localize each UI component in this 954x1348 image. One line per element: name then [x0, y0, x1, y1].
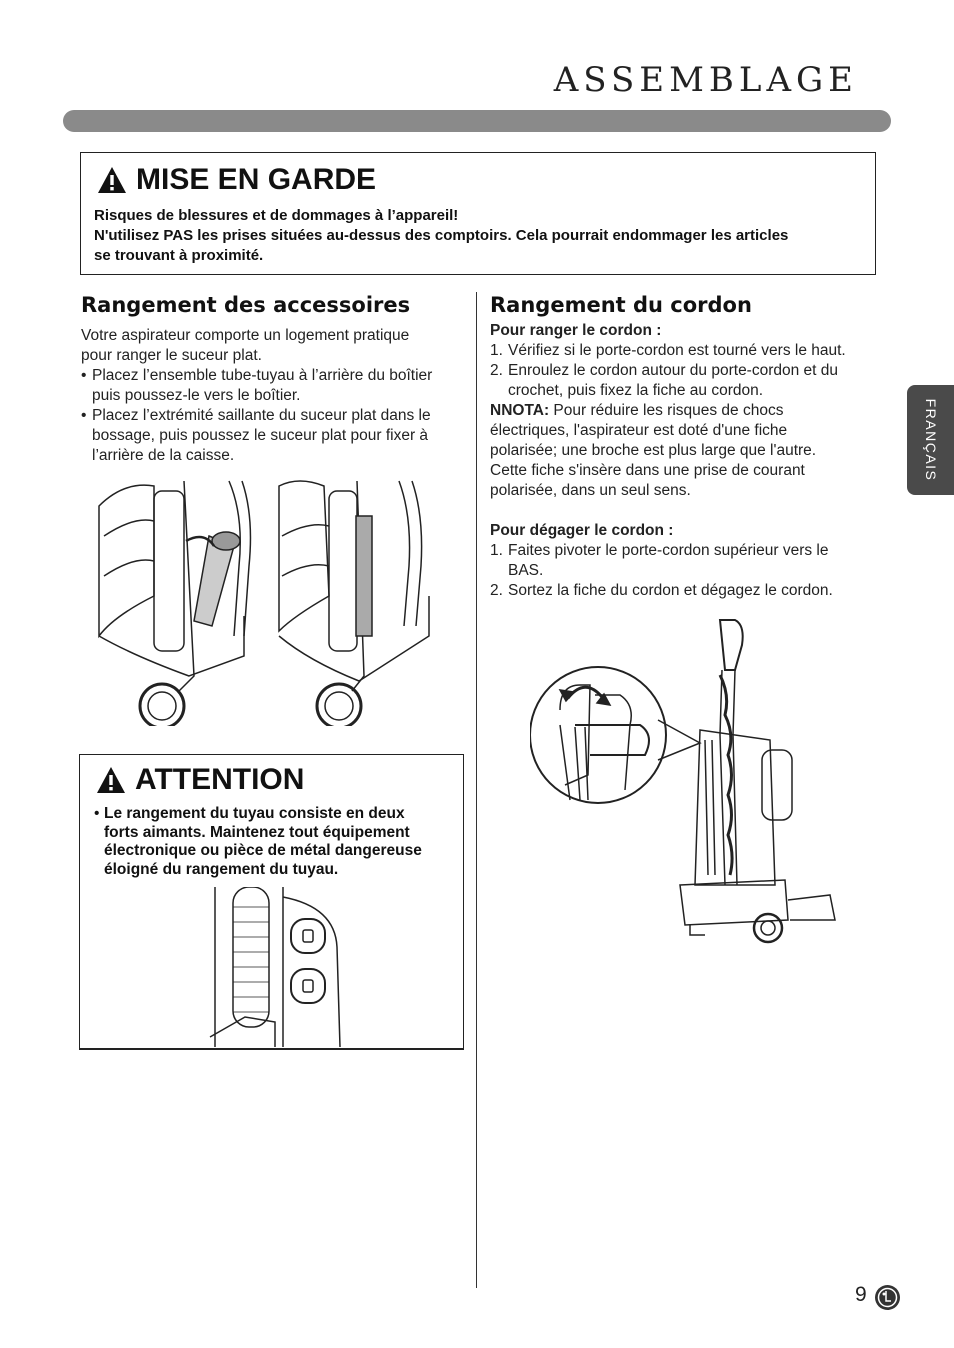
note-text: polarisée, dans un seul sens.: [490, 482, 691, 499]
note-label: NNOTA:: [490, 402, 550, 419]
bullet-line: puis poussez-le vers le boîtier.: [92, 387, 301, 404]
bullet-line: bossage, puis poussez le suceur plat pour fixer à: [92, 427, 429, 444]
column-divider: [476, 292, 477, 1288]
mise-en-garde-title: MISE EN GARDE: [136, 163, 377, 196]
step-text: Faites pivoter le porte-cordon supérieur vers le: [508, 542, 829, 559]
attention-text: [94, 805, 454, 879]
cordon-step: [490, 341, 890, 361]
accessoires-bullet: [81, 366, 466, 406]
cordon-title: Rangement du cordon: [490, 293, 752, 317]
cordon-subheading: Pour ranger le cordon :: [490, 322, 662, 339]
step-number: 1.: [490, 542, 503, 559]
step-number: 2.: [490, 582, 503, 599]
accessoires-intro: pour ranger le suceur plat.: [81, 347, 262, 364]
language-tab-label: FRANÇAIS: [922, 398, 939, 482]
mise-en-garde-text: [94, 206, 869, 266]
mise-en-garde-line: se trouvant à proximité.: [94, 247, 264, 264]
warning-triangle-icon: [96, 165, 128, 195]
lg-logo-icon: [875, 1285, 900, 1310]
mise-en-garde-box: [80, 152, 876, 275]
accessoires-bullet: [81, 406, 466, 466]
mise-en-garde-line: N'utilisez PAS les prises situées au-dessus des comptoirs. Cela pourrait endommager les articles: [94, 227, 789, 244]
cordon-body: [490, 321, 890, 601]
attention-line: éloigné du rangement du tuyau.: [104, 860, 339, 878]
cordon-step: [490, 581, 890, 601]
bullet-line: l’arrière de la caisse.: [92, 447, 235, 464]
accessoires-body: [81, 326, 466, 466]
attention-line: électronique ou pièce de métal dangereuse: [104, 842, 422, 859]
step-number: 2.: [490, 362, 503, 379]
mise-en-garde-header: [96, 163, 376, 197]
accessoires-title: Rangement des accessoires: [81, 293, 411, 317]
page-number: 9: [855, 1283, 867, 1306]
attention-title: ATTENTION: [135, 763, 305, 796]
hose-magnet-illustration: [205, 887, 365, 1047]
language-tab: [907, 385, 954, 495]
accessoires-intro: Votre aspirateur comporte un logement pratique: [81, 327, 410, 344]
warning-triangle-icon: [95, 765, 127, 795]
cordon-step: [490, 361, 890, 401]
attention-header: [95, 763, 304, 797]
step-text: Enroulez le cordon autour du porte-cordon et du: [508, 362, 839, 379]
cordon-note: [490, 401, 890, 421]
cordon-subheading: Pour dégager le cordon :: [490, 522, 674, 539]
note-text: polarisée; une broche est plus large que l'autre.: [490, 442, 817, 459]
bullet-line: Placez l’ensemble tube-tuyau à l’arrière du boîtier: [92, 367, 433, 384]
step-text: Sortez la fiche du cordon et dégagez le cordon.: [508, 582, 833, 599]
mise-en-garde-line: Risques de blessures et de dommages à l’appareil!: [94, 207, 459, 224]
bullet-line: Placez l’extrémité saillante du suceur plat dans le: [92, 407, 431, 424]
note-text: électriques, l'aspirateur est doté d'une fiche: [490, 422, 788, 439]
attention-line: Le rangement du tuyau consiste en deux: [104, 805, 405, 822]
attention-box: [79, 754, 464, 1050]
note-text: Cette fiche s'insère dans une prise de courant: [490, 462, 805, 479]
step-text: Vérifiez si le porte-cordon est tourné vers le haut.: [508, 342, 846, 359]
cord-storage-illustration: [530, 615, 842, 950]
attention-line: forts aimants. Maintenez tout équipement: [104, 823, 410, 841]
note-text: Pour réduire les risques de chocs: [549, 402, 784, 419]
bullet-mark: •: [81, 367, 87, 384]
step-number: 1.: [490, 342, 503, 359]
header-bar: [63, 110, 891, 132]
cordon-step: [490, 541, 890, 581]
step-text: crochet, puis fixez la fiche au cordon.: [508, 382, 764, 399]
step-text: BAS.: [508, 562, 544, 579]
page-title: ASSEMBLAGE: [553, 60, 858, 100]
bullet-mark: •: [94, 805, 100, 822]
accessory-storage-illustration: [94, 476, 439, 726]
bullet-mark: •: [81, 407, 87, 424]
